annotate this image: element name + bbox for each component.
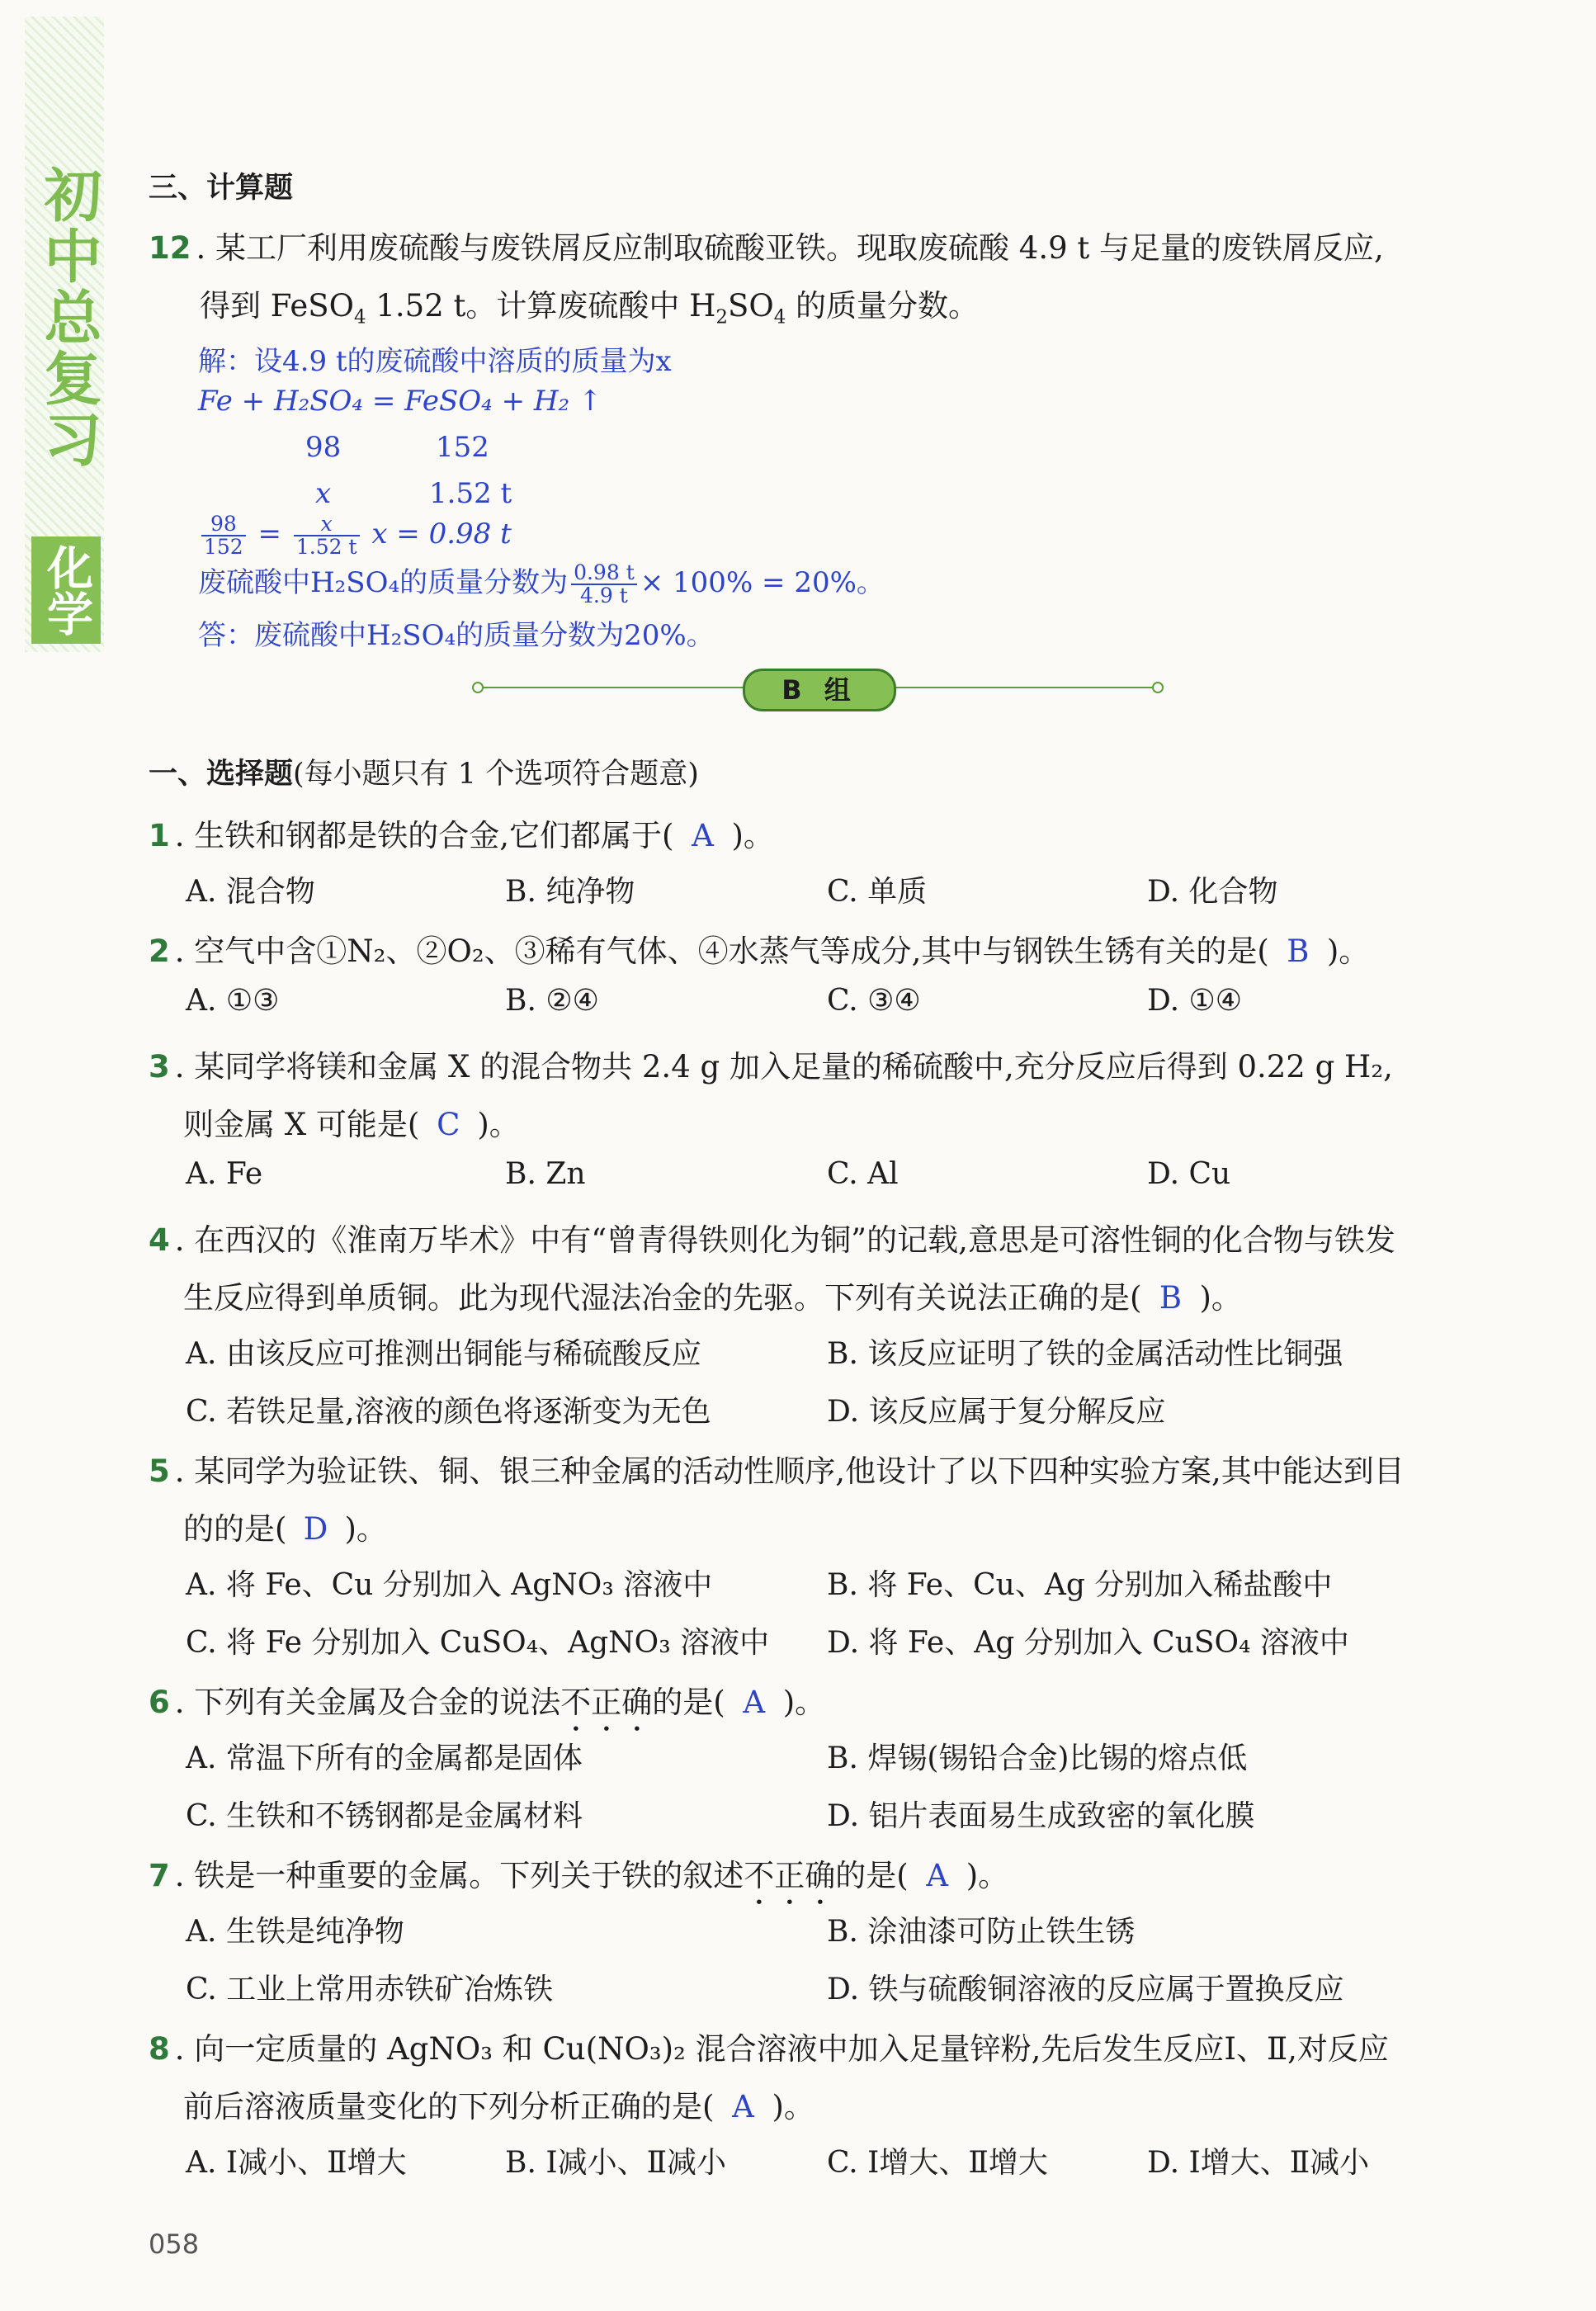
q3-option-a: A. Fe	[186, 1157, 263, 1191]
question-text: 则金属 X 可能是(	[183, 1107, 420, 1142]
q6-option-c: C. 生铁和不锈钢都是金属材料	[186, 1799, 583, 1833]
question-text: )。	[966, 1858, 1009, 1893]
question-text: 生反应得到单质铜。此为现代湿法冶金的先驱。下列有关说法正确的是(	[183, 1280, 1142, 1316]
question-number: 3	[149, 1049, 170, 1085]
q5-option-b: B. 将 Fe、Cu、Ag 分别加入稀盐酸中	[827, 1568, 1333, 1602]
question-3-line-2	[183, 1099, 520, 1144]
q6-option-b: B. 焊锡(锡铅合金)比锡的熔点低	[827, 1742, 1248, 1775]
question-text: 的的是(	[183, 1511, 287, 1547]
question-number: 7	[149, 1858, 170, 1893]
q6-option-a: A. 常温下所有的金属都是固体	[186, 1742, 583, 1775]
question-text: . 空气中含①N₂、②O₂、③稀有气体、④水蒸气等成分,其中与钢铁生锈有关的是(	[174, 933, 1269, 969]
solution-mass-fraction	[198, 560, 885, 607]
question-text: . 铁是一种重要的金属。下列关于铁的叙述	[174, 1858, 744, 1893]
question-6	[149, 1677, 825, 1738]
fraction-98-152	[201, 513, 246, 558]
question-text: 前后溶液质量变化的下列分析正确的是(	[183, 2089, 715, 2124]
side-tab-title: 初中总复习	[35, 165, 102, 470]
question-12-line-2	[200, 281, 979, 328]
q1-option-d: D. 化合物	[1147, 875, 1278, 909]
question-text: 的质量分数。	[786, 288, 980, 324]
question-text: . 向一定质量的 AgNO₃ 和 Cu(NO₃)₂ 混合溶液中加入足量锌粉,先后发生反应Ⅰ、Ⅱ,对反应	[174, 2031, 1389, 2067]
question-text: . 某工厂利用废硫酸与废铁屑反应制取硫酸亚铁。现取废硫酸 4.9 t 与足量的废铁屑反应,	[196, 230, 1384, 266]
question-number: 8	[149, 2031, 170, 2067]
answer-mark: A	[692, 818, 714, 853]
q3-option-b: B. Zn	[505, 1157, 586, 1191]
q4-option-d: D. 该反应属于复分解反应	[827, 1395, 1166, 1429]
question-number: 5	[149, 1453, 170, 1489]
question-text: . 下列有关金属及合金的说法	[174, 1685, 561, 1720]
emphasized-text: 不正确	[744, 1858, 836, 1893]
question-text: )。	[477, 1107, 520, 1142]
section-title-choice	[149, 751, 699, 792]
question-3-line-1	[149, 1042, 1393, 1086]
answer-mark: A	[926, 1858, 949, 1893]
subscript: 4	[773, 306, 786, 328]
question-number: 1	[149, 818, 170, 853]
fraction-denominator: 1.52 t	[295, 535, 357, 559]
q1-option-c: C. 单质	[827, 875, 928, 909]
solution-proportion	[198, 513, 512, 558]
group-badge: B 组	[743, 669, 896, 711]
side-tab-subject: 化学	[31, 536, 101, 644]
answer-mark: B	[1287, 933, 1310, 969]
solution-1-52t: 1.52 t	[429, 477, 512, 510]
question-number: 2	[149, 933, 170, 969]
question-text: )。	[1326, 933, 1370, 969]
q5-option-d: D. 将 Fe、Ag 分别加入 CuSO₄ 溶液中	[827, 1626, 1349, 1660]
divider-dot-right	[1152, 682, 1164, 693]
question-8-line-1	[149, 2024, 1389, 2068]
question-text: . 某同学为验证铁、铜、银三种金属的活动性顺序,他设计了以下四种实验方案,其中能达到目	[174, 1453, 1405, 1489]
question-7	[149, 1850, 1008, 1912]
q2-option-a: A. ①③	[186, 984, 280, 1018]
question-5-line-1	[149, 1446, 1405, 1491]
fraction-denominator: 152	[204, 535, 243, 559]
q7-option-c: C. 工业上常用赤铁矿冶炼铁	[186, 1973, 554, 2006]
page-number: 058	[149, 2228, 200, 2260]
question-text: . 某同学将镁和金属 X 的混合物共 2.4 g 加入足量的稀硫酸中,充分反应后得到 0.22 g H₂,	[174, 1049, 1393, 1085]
solution-text: × 100% = 20%。	[640, 566, 885, 599]
subscript: 2	[715, 306, 728, 328]
answer-mark: B	[1159, 1280, 1183, 1316]
question-text: )。	[782, 1685, 826, 1720]
q2-option-b: B. ②④	[505, 984, 599, 1018]
q7-option-b: B. 涂油漆可防止铁生锈	[827, 1915, 1136, 1949]
fraction-numerator: x	[294, 513, 360, 536]
solution-result: x = 0.98 t	[371, 517, 512, 551]
question-8-line-2	[183, 2082, 815, 2126]
fraction-denominator: 4.9 t	[580, 584, 628, 607]
q3-option-c: C. Al	[827, 1157, 899, 1191]
q1-option-b: B. 纯净物	[505, 875, 635, 909]
solution-text: 废硫酸中H₂SO₄的质量分数为	[198, 566, 569, 599]
solution-equation: Fe + H₂SO₄ = FeSO₄ + H₂ ↑	[198, 385, 602, 418]
question-text: 1.52 t。计算废硫酸中 H	[366, 288, 716, 324]
divider-dot-left	[472, 682, 484, 693]
equals-sign: =	[257, 517, 282, 551]
question-4-line-2	[183, 1273, 1242, 1317]
q4-option-a: A. 由该反应可推测出铜能与稀硫酸反应	[186, 1337, 701, 1371]
question-text: 的是(	[652, 1685, 725, 1720]
q5-option-c: C. 将 Fe 分别加入 CuSO₄、AgNO₃ 溶液中	[186, 1626, 770, 1660]
q8-option-d: D. Ⅰ增大、Ⅱ减小	[1147, 2146, 1370, 2180]
question-number: 6	[149, 1685, 170, 1720]
emphasized-text: 不正确	[560, 1685, 653, 1720]
q2-option-c: C. ③④	[827, 984, 921, 1018]
solution-mass-98: 98	[305, 431, 342, 464]
question-text: 得到 FeSO	[200, 288, 354, 324]
q8-option-b: B. Ⅰ减小、Ⅱ减小	[505, 2146, 727, 2180]
q4-option-b: B. 该反应证明了铁的金属活动性比铜强	[827, 1337, 1343, 1371]
fraction-numerator: 98	[201, 513, 246, 536]
answer-mark: C	[437, 1107, 460, 1142]
q8-option-c: C. Ⅰ增大、Ⅱ增大	[827, 2146, 1048, 2180]
answer-mark: D	[303, 1511, 328, 1547]
question-number: 4	[149, 1222, 170, 1258]
question-2	[149, 926, 1369, 971]
q4-option-c: C. 若铁足量,溶液的颜色将逐渐变为无色	[186, 1395, 711, 1429]
question-text: )。	[731, 818, 774, 853]
question-text: . 在西汉的《淮南万毕术》中有“曾青得铁则化为铜”的记载,意思是可溶性铜的化合物与铁发	[174, 1222, 1395, 1258]
question-text: . 生铁和钢都是铁的合金,它们都属于(	[174, 818, 674, 853]
solution-x: x	[315, 477, 332, 510]
q3-option-d: D. Cu	[1147, 1157, 1231, 1191]
q7-option-a: A. 生铁是纯净物	[186, 1915, 404, 1949]
fraction-x-1-52t	[294, 513, 360, 558]
solution-answer: 答：废硫酸中H₂SO₄的质量分数为20%。	[198, 619, 715, 652]
q6-option-d: D. 铝片表面易生成致密的氧化膜	[827, 1799, 1255, 1833]
answer-mark: A	[743, 1685, 766, 1720]
fraction-0-98-4-9	[571, 562, 637, 607]
section-note: (每小题只有 1 个选项符合题意)	[293, 758, 699, 791]
q1-option-a: A. 混合物	[186, 875, 315, 909]
q2-option-d: D. ①④	[1147, 984, 1243, 1018]
question-text: SO	[728, 288, 774, 324]
question-text: )。	[1199, 1280, 1242, 1316]
section-title-text: 一、选择题	[149, 758, 294, 791]
question-4-line-1	[149, 1215, 1395, 1259]
question-1	[149, 811, 774, 855]
question-text: )。	[344, 1511, 387, 1547]
fraction-numerator: 0.98 t	[571, 562, 637, 585]
question-text: 的是(	[835, 1858, 909, 1893]
solution-line-1: 解：设4.9 t的废硫酸中溶质的质量为x	[198, 345, 672, 378]
question-text: )。	[772, 2089, 815, 2124]
question-number: 12	[149, 230, 191, 266]
q5-option-a: A. 将 Fe、Cu 分别加入 AgNO₃ 溶液中	[186, 1568, 713, 1602]
answer-mark: A	[732, 2089, 754, 2124]
question-5-line-2	[183, 1504, 387, 1548]
solution-mass-152: 152	[436, 431, 489, 464]
q8-option-a: A. Ⅰ减小、Ⅱ增大	[186, 2146, 407, 2180]
subscript: 4	[354, 306, 366, 328]
section-title-calculation: 三、计算题	[149, 172, 294, 205]
question-12-line-1	[149, 223, 1384, 267]
q7-option-d: D. 铁与硫酸铜溶液的反应属于置换反应	[827, 1973, 1344, 2006]
